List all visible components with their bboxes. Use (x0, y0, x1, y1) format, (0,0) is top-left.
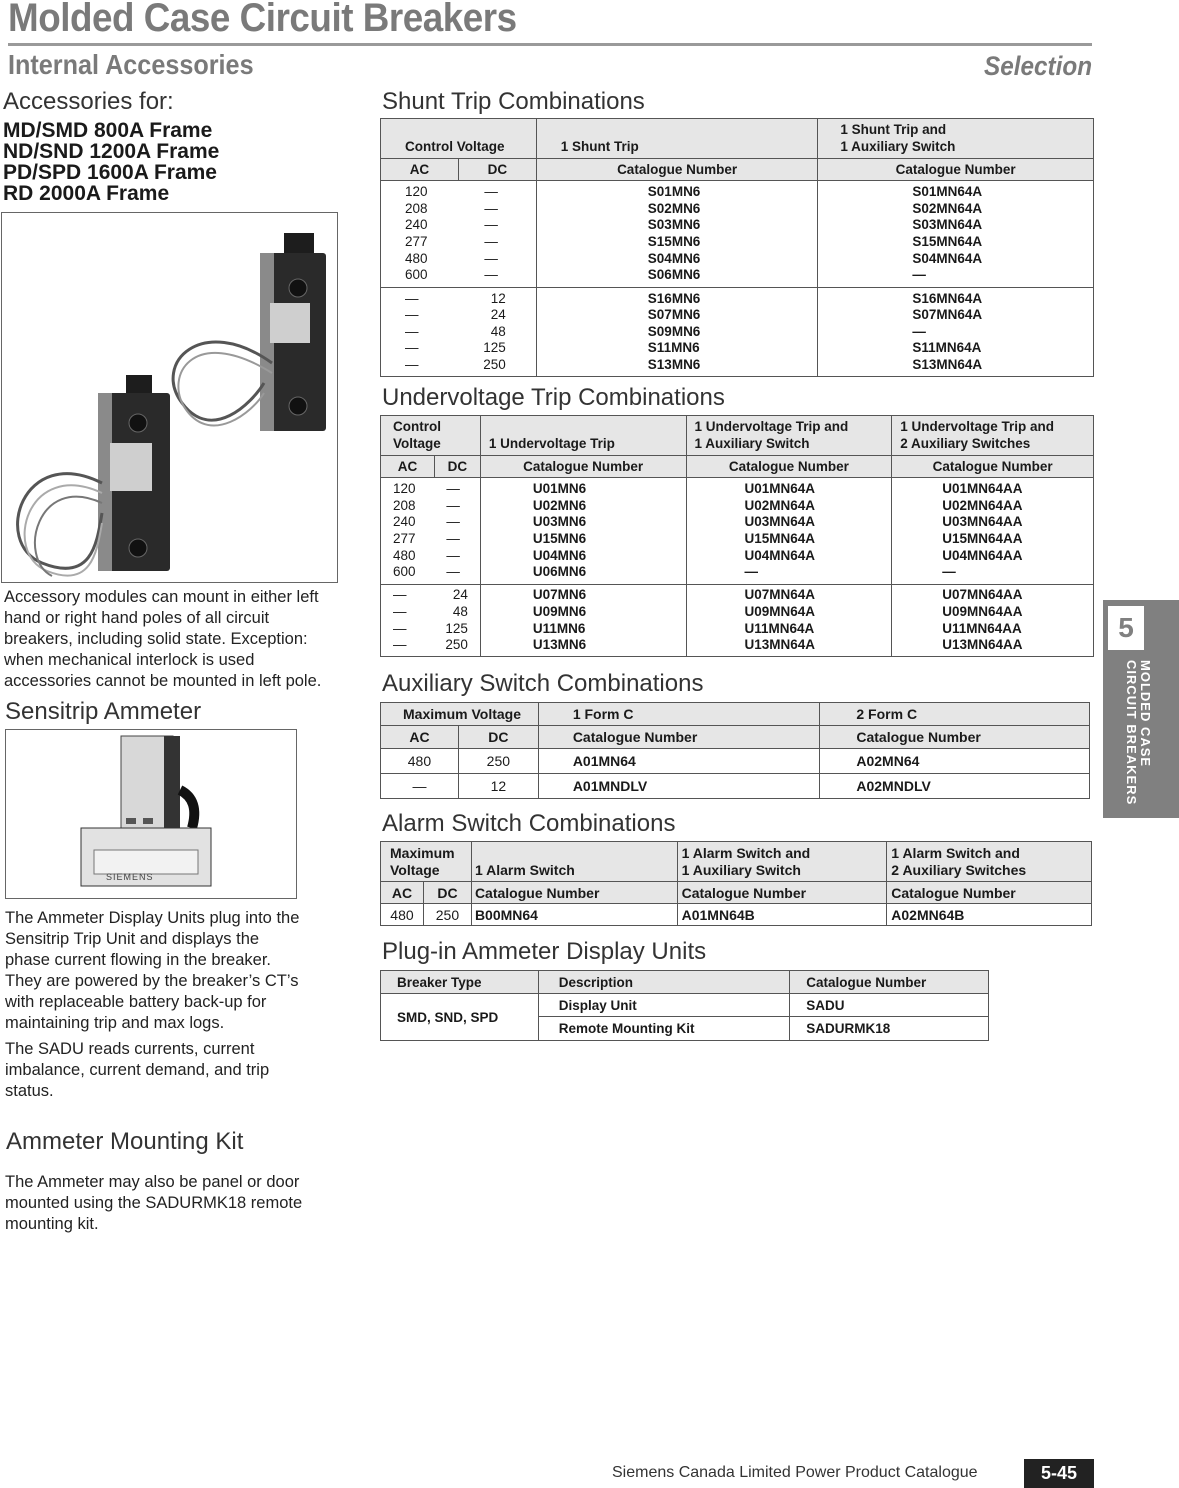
catalogue-value: B00MN64 (471, 904, 677, 926)
chapter-title: MOLDED CASE CIRCUIT BREAKERS (1124, 660, 1153, 806)
description-value: Display Unit (538, 994, 790, 1017)
header-ac: AC (381, 159, 459, 181)
footer-catalogue-name: Siemens Canada Limited Power Product Catalogue (612, 1464, 978, 1481)
header-catalogue-number: Catalogue Number (480, 456, 686, 478)
header-alarm-one-aux: 1 Alarm Switch and 1 Auxiliary Switch (677, 842, 887, 882)
header-one-alarm-switch: 1 Alarm Switch (471, 842, 677, 882)
shunt-catalogue-values: S16MN6 S07MN6 S09MN6 S11MN6 S13MN6 (536, 288, 818, 377)
shunt-aux-catalogue-values: S01MN64A S02MN64A S03MN64A S15MN64A S04MN64A — (818, 181, 1094, 288)
header-two-form-c: 2 Form C (820, 703, 1090, 726)
ammeter-display-photo (5, 729, 297, 899)
header-one-undervoltage-trip: 1 Undervoltage Trip (480, 416, 686, 456)
header-catalogue-number: Catalogue Number (538, 726, 820, 749)
header-breaker-type: Breaker Type (381, 971, 539, 994)
undervoltage-trip-table (380, 415, 1094, 657)
dc-values: — — — — — — (434, 478, 480, 585)
auxiliary-switch-heading: Auxiliary Switch Combinations (382, 670, 704, 697)
header-catalogue-number: Catalogue Number (790, 971, 989, 994)
header-control-voltage: Control Voltage (381, 119, 537, 159)
frame-item: ND/SND 1200A Frame (3, 140, 220, 163)
plugin-ammeter-table (380, 970, 989, 1041)
dc-value: 250 (423, 904, 471, 926)
table-row (381, 749, 1090, 774)
plugin-ammeter-heading: Plug-in Ammeter Display Units (382, 938, 707, 965)
shunt-trip-heading: Shunt Trip Combinations (382, 88, 645, 115)
table-row (381, 994, 989, 1017)
header-ac: AC (381, 726, 459, 749)
header-catalogue-number: Catalogue Number (471, 882, 677, 904)
undervoltage-catalogue-values: U01MN6 U02MN6 U03MN6 U15MN6 U04MN6 U06MN6 (480, 478, 686, 585)
header-maximum-voltage: Maximum Voltage (381, 842, 472, 882)
ac-values: — — — — — (381, 288, 459, 377)
header-shunt-trip-aux: 1 Shunt Trip and 1 Auxiliary Switch (818, 119, 1094, 159)
auxiliary-switch-table (380, 702, 1090, 799)
table-row (381, 904, 1092, 926)
header-maximum-voltage: Maximum Voltage (381, 703, 539, 726)
shunt-aux-catalogue-values: S16MN64A S07MN64A — S11MN64A S13MN64A (818, 288, 1094, 377)
undervoltage-trip-heading: Undervoltage Trip Combinations (382, 384, 725, 411)
catalogue-value: A02MNDLV (820, 774, 1090, 799)
header-ac: AC (381, 882, 424, 904)
catalogue-value: A01MN64 (538, 749, 820, 774)
header-alarm-two-aux: 1 Alarm Switch and 2 Auxiliary Switches (887, 842, 1092, 882)
catalogue-value: SADURMK18 (790, 1017, 989, 1041)
ac-value: 480 (381, 904, 424, 926)
mounting-text: The Ammeter may also be panel or door mounted using the SADURMK18 remote mounting kit. (5, 1173, 303, 1233)
header-control-voltage: Control Voltage (381, 416, 481, 456)
ac-value: — (381, 774, 459, 799)
header-one-form-c: 1 Form C (538, 703, 820, 726)
header-catalogue-number: Catalogue Number (818, 159, 1094, 181)
meter-brand-label: SIEMENS (106, 872, 154, 882)
header-undervoltage-two-aux: 1 Undervoltage Trip and 2 Auxiliary Switches (892, 416, 1094, 456)
undervoltage-one-aux-catalogue-values: U01MN64A U02MN64A U03MN64A U15MN64A U04MN64A — (686, 478, 892, 585)
ac-values: 120 208 240 277 480 600 (381, 478, 435, 585)
ammeter-mounting-kit-heading: Ammeter Mounting Kit (6, 1128, 244, 1155)
header-catalogue-number: Catalogue Number (686, 456, 892, 478)
ac-values: 120 208 240 277 480 600 (381, 181, 459, 288)
frame-item: MD/SMD 800A Frame (3, 119, 213, 142)
dc-value: 250 (458, 749, 538, 774)
undervoltage-one-aux-catalogue-values: U07MN64A U09MN64A U11MN64A U13MN64A (686, 585, 892, 657)
frame-list (3, 120, 219, 204)
ammeter-text-2: The SADU reads currents, current imbalance, current demand, and trip status. (5, 1040, 270, 1100)
chapter-number: 5 (1108, 606, 1144, 650)
header-dc: DC (423, 882, 471, 904)
dc-values: — — — — — — (458, 181, 536, 288)
page-title: Molded Case Circuit Breakers (8, 0, 517, 40)
header-catalogue-number: Catalogue Number (677, 882, 887, 904)
header-catalogue-number: Catalogue Number (887, 882, 1092, 904)
header-catalogue-number: Catalogue Number (892, 456, 1094, 478)
header-undervoltage-one-aux: 1 Undervoltage Trip and 1 Auxiliary Switch (686, 416, 892, 456)
alarm-switch-heading: Alarm Switch Combinations (382, 810, 676, 837)
header-one-shunt-trip: 1 Shunt Trip (536, 119, 818, 159)
page-number: 5-45 (1024, 1459, 1094, 1488)
header-dc: DC (458, 159, 536, 181)
catalogue-value: A02MN64 (820, 749, 1090, 774)
catalogue-value: A01MN64B (677, 904, 887, 926)
dc-value: 12 (458, 774, 538, 799)
dc-values: 12 24 48 125 250 (458, 288, 536, 377)
title-rule (8, 43, 1092, 46)
ac-values: — — — — (381, 585, 435, 657)
undervoltage-two-aux-catalogue-values: U01MN64AA U02MN64AA U03MN64AA U15MN64AA U04MN64AA — (892, 478, 1094, 585)
frame-item: RD 2000A Frame (3, 182, 170, 205)
header-ac: AC (381, 456, 435, 478)
breaker-type-value: SMD, SND, SPD (381, 994, 539, 1041)
undervoltage-catalogue-values: U07MN6 U09MN6 U11MN6 U13MN6 (480, 585, 686, 657)
sensitrip-ammeter-heading: Sensitrip Ammeter (5, 698, 202, 725)
header-catalogue-number: Catalogue Number (820, 726, 1090, 749)
ac-value: 480 (381, 749, 459, 774)
description-value: Remote Mounting Kit (538, 1017, 790, 1041)
ammeter-text-1: The Ammeter Display Units plug into the Sensitrip Trip Unit and displays the phase current flowing in the breaker. They are powered by the breaker’s CT’s with replaceable battery back-up for maintaining trip and max logs. (5, 909, 300, 1032)
header-description: Description (538, 971, 790, 994)
accessory-modules-photo (1, 212, 338, 583)
shunt-catalogue-values: S01MN6 S02MN6 S03MN6 S15MN6 S04MN6 S06MN6 (536, 181, 818, 288)
accessory-modules-illustration (2, 213, 338, 583)
accessories-for-heading: Accessories for: (3, 88, 174, 115)
header-catalogue-number: Catalogue Number (536, 159, 818, 181)
section-label: Selection (983, 51, 1092, 81)
header-dc: DC (434, 456, 480, 478)
shunt-trip-table (380, 118, 1094, 377)
table-row (381, 774, 1090, 799)
catalogue-value: A01MNDLV (538, 774, 820, 799)
alarm-switch-table (380, 841, 1092, 926)
undervoltage-two-aux-catalogue-values: U07MN64AA U09MN64AA U11MN64AA U13MN64AA (892, 585, 1094, 657)
header-dc: DC (458, 726, 538, 749)
page-subtitle: Internal Accessories (8, 49, 254, 80)
modules-text: Accessory modules can mount in either left hand or right hand poles of all circuit breakers, including solid state. Exception: when mechanical interlock is used accessories cannot be mounted in left pole. (4, 588, 322, 690)
catalogue-value: A02MN64B (887, 904, 1092, 926)
catalogue-value: SADU (790, 994, 989, 1017)
dc-values: 24 48 125 250 (434, 585, 480, 657)
frame-item: PD/SPD 1600A Frame (3, 161, 217, 184)
